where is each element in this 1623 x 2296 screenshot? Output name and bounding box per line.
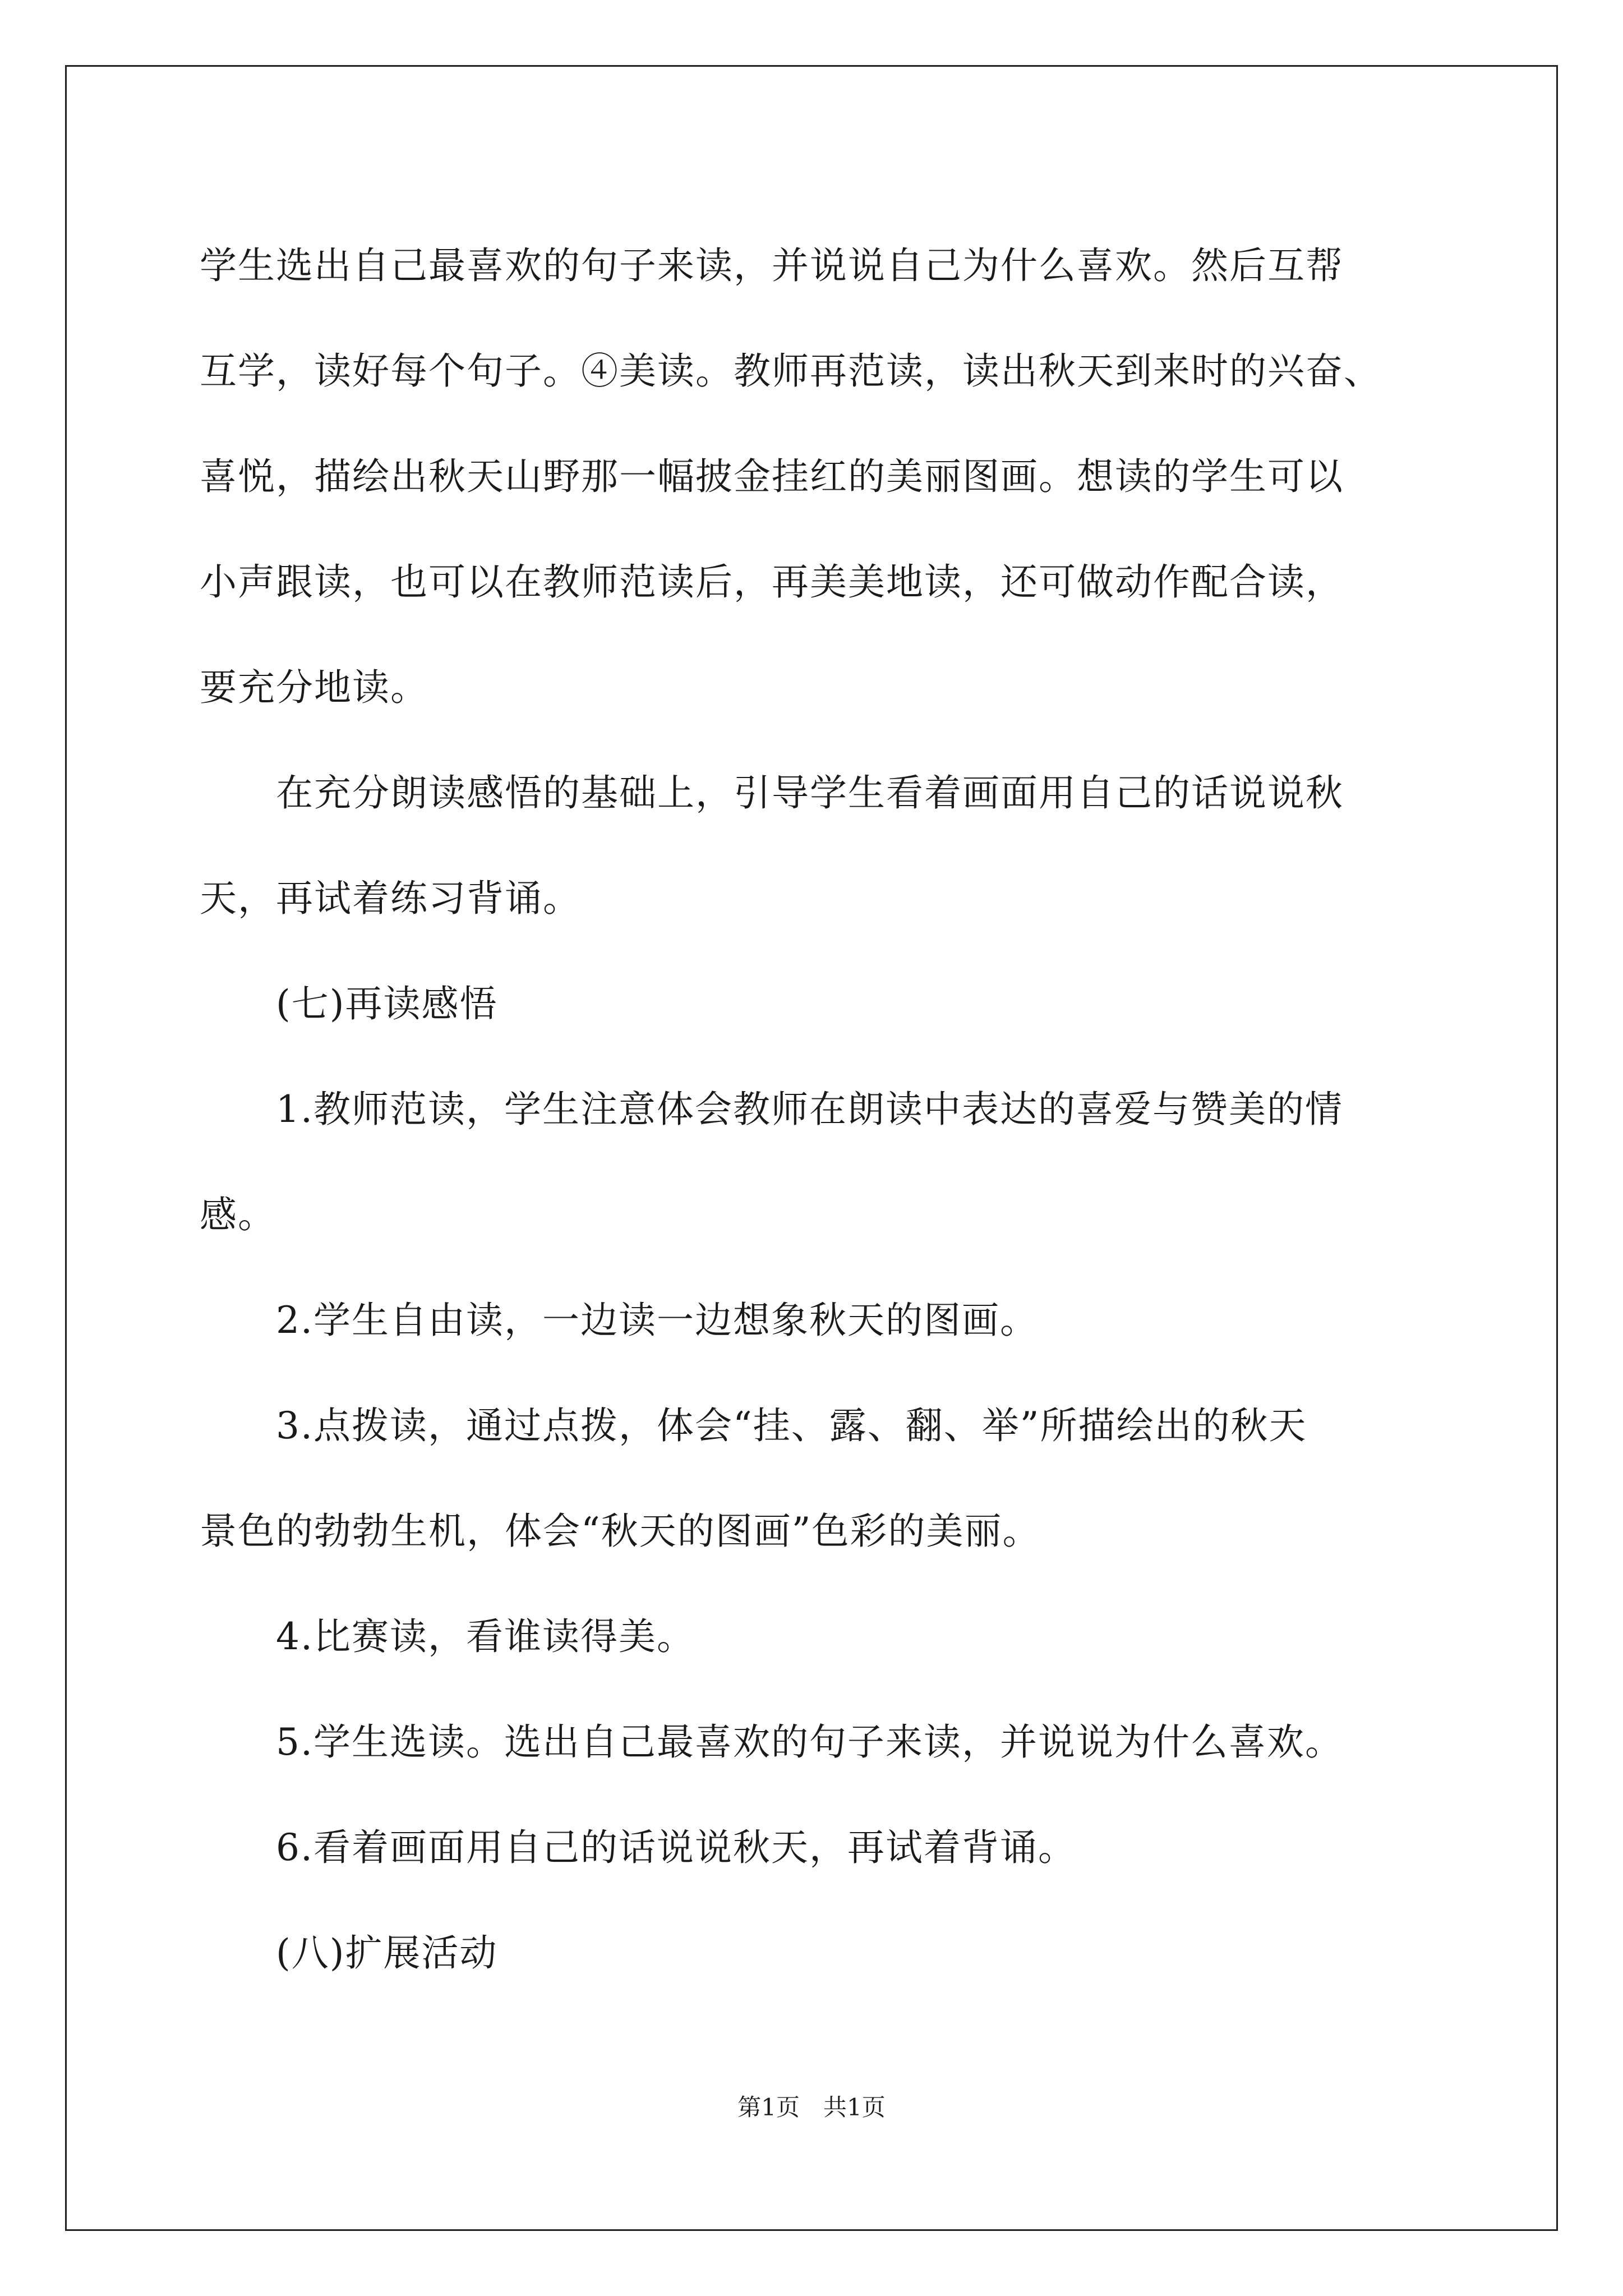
text-line: (七)再读感悟 (276, 982, 498, 1025)
document-body (200, 213, 1428, 2006)
text-line: 1.教师范读，学生注意体会教师在朗读中表达的喜爱与赞美的情 (276, 1088, 1343, 1131)
list-item-1 (200, 1057, 1428, 1268)
text-line: 互学，读好每个句子。④美读。教师再范读，读出秋天到来时的兴奋、 (200, 349, 1382, 393)
text-line: (八)扩展活动 (276, 1931, 498, 1975)
text-line: 感。 (200, 1193, 276, 1236)
text-line: 6.看着画面用自己的话说说秋天，再试着背诵。 (276, 1826, 1076, 1869)
text-line: 3.点拨读，通过点拨，体会“挂、露、翻、举”所描绘出的秋天 (276, 1404, 1307, 1447)
text-line: 在充分朗读感悟的基础上，引导学生看着画面用自己的话说说秋 (276, 771, 1344, 815)
text-line: 天，再试着练习背诵。 (200, 877, 581, 920)
text-line: 5.学生选读。选出自己最喜欢的句子来读，并说说为什么喜欢。 (276, 1720, 1343, 1764)
text-line: 要充分地读。 (200, 666, 428, 709)
list-item-6 (200, 1795, 1428, 1901)
list-item-4 (200, 1584, 1428, 1690)
paragraph-1 (200, 213, 1428, 740)
text-line: 小声跟读，也可以在教师范读后，再美美地读，还可做动作配合读， (200, 560, 1344, 604)
text-line: 学生选出自己最喜欢的句子来读，并说说自己为什么喜欢。然后互帮 (200, 244, 1344, 287)
list-item-2 (200, 1268, 1428, 1373)
paragraph-2 (200, 740, 1428, 951)
list-item-3 (200, 1373, 1428, 1584)
section-heading-7 (200, 951, 1428, 1057)
text-line: 2.学生自由读，一边读一边想象秋天的图画。 (276, 1299, 1038, 1342)
text-line: 景色的勃勃生机，体会“秋天的图画”色彩的美丽。 (200, 1510, 1041, 1553)
list-item-5 (200, 1690, 1428, 1795)
section-heading-8 (200, 1901, 1428, 2006)
page-number: 第1页 共1页 (737, 2093, 886, 2121)
text-line: 4.比赛读，看谁读得美。 (276, 1615, 695, 1658)
text-line: 喜悦，描绘出秋天山野那一幅披金挂红的美丽图画。想读的学生可以 (200, 455, 1344, 498)
